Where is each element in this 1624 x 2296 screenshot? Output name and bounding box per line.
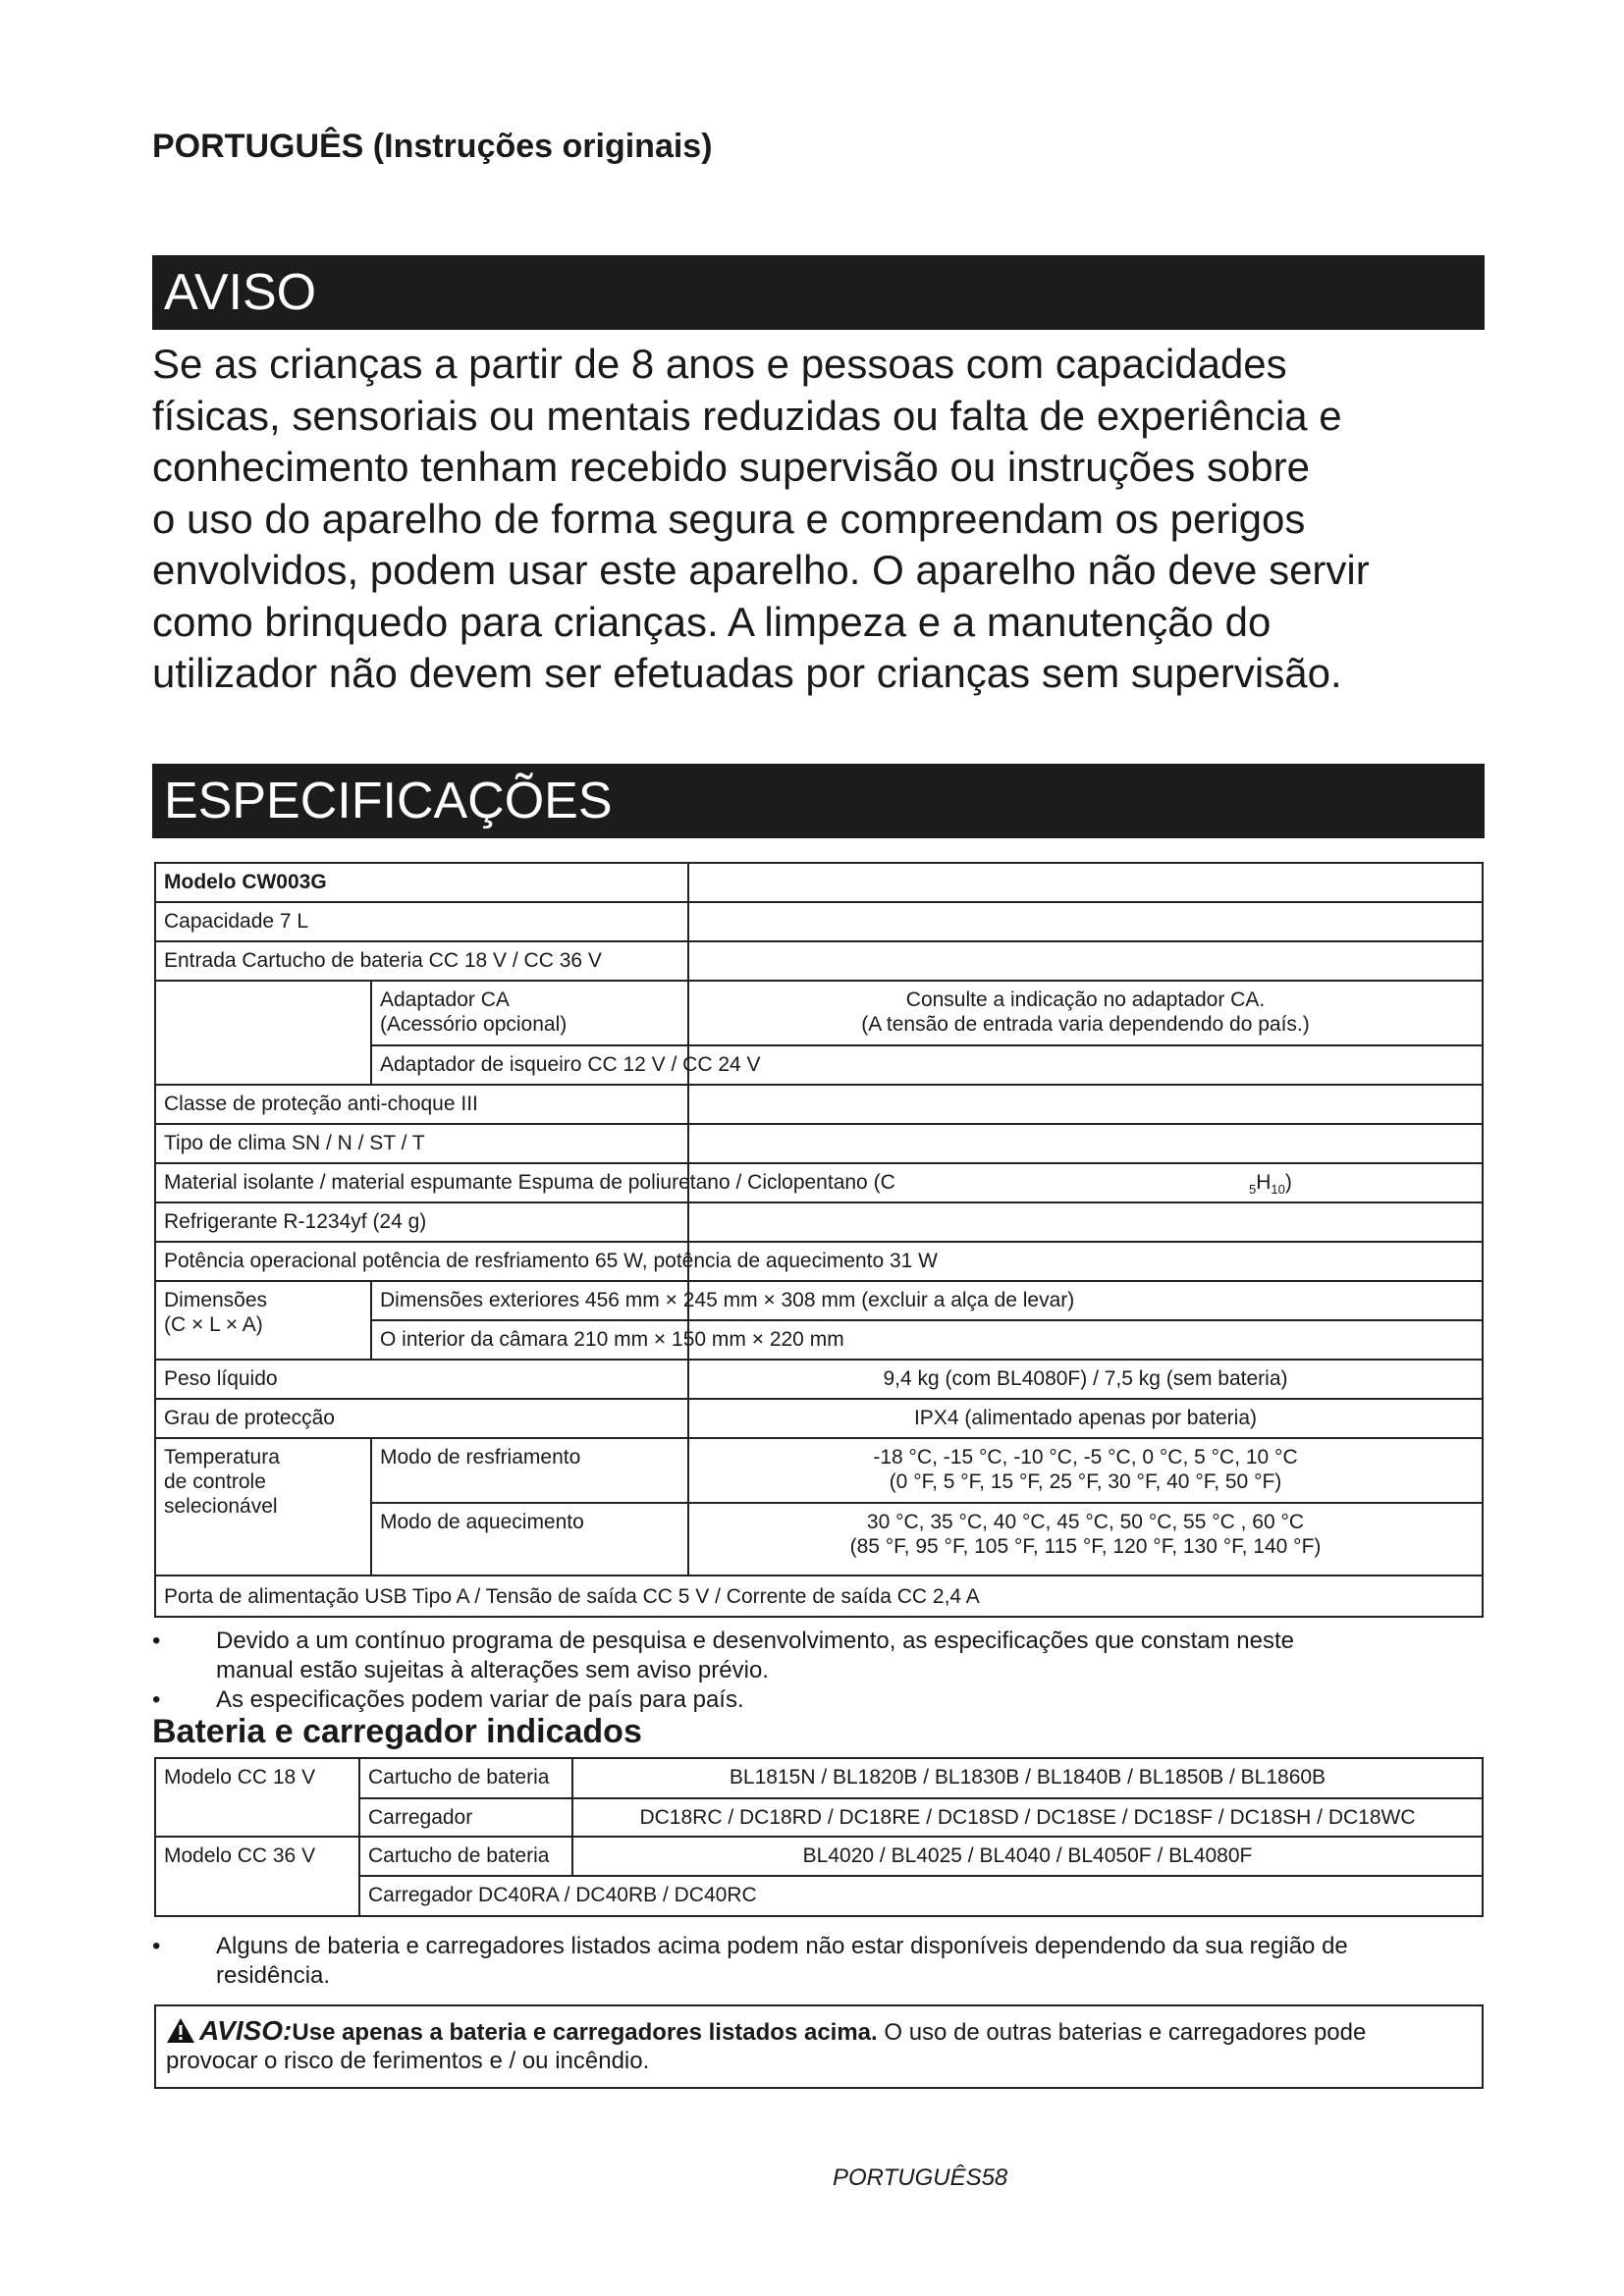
battery-r1-cart-val: BL1815N / BL1820B / BL1830B / BL1840B / BL1850B / BL1860B bbox=[729, 1766, 1326, 1789]
aviso-line: o uso do aparelho de forma segura e compreendam os perigos bbox=[152, 495, 1306, 542]
battery-note bbox=[152, 1932, 1497, 1991]
warning-box bbox=[154, 2004, 1484, 2089]
spec-aquec-val-2: (85 °F, 95 °F, 105 °F, 115 °F, 120 °F, 130 °F, 140 °F) bbox=[849, 1535, 1322, 1558]
battery-r2-cart-val: BL4020 / BL4025 / BL4040 / BL4050F / BL4080F bbox=[802, 1844, 1253, 1867]
page-language-title: PORTUGUÊS (Instruções originais) bbox=[152, 128, 713, 165]
aviso-line: envolvidos, podem usar este aparelho. O aparelho não deve servir bbox=[152, 547, 1370, 593]
spec-aquec-label: Modo de aquecimento bbox=[380, 1511, 584, 1533]
spec-peso-label: Peso líquido bbox=[164, 1367, 278, 1390]
list-item: • Alguns de bateria e carregadores listados acima podem não estar disponíveis dependendo da sua região de residência. bbox=[152, 1933, 1348, 1989]
page-footer: PORTUGUÊS58 bbox=[833, 2164, 1008, 2191]
spec-temp-label-1: Temperatura bbox=[164, 1446, 280, 1468]
specs-banner: ESPECIFICAÇÕES bbox=[152, 764, 1485, 838]
battery-table bbox=[154, 1757, 1484, 1917]
spec-adaptador-ca-2: (Acessório opcional) bbox=[380, 1013, 568, 1036]
spec-model: Modelo CW003G bbox=[164, 871, 327, 893]
spec-refrigerante: Refrigerante R-1234yf (24 g) bbox=[164, 1210, 427, 1233]
spec-resfr-val-1: -18 °C, -15 °C, -10 °C, -5 °C, 0 °C, 5 °C, 10 °C bbox=[873, 1446, 1298, 1468]
aviso-text bbox=[152, 339, 1497, 700]
spec-classe: Classe de proteção anti-choque III bbox=[164, 1093, 478, 1115]
spec-aquec-val-1: 30 °C, 35 °C, 40 °C, 45 °C, 50 °C, 55 °C , 60 °C bbox=[866, 1511, 1305, 1533]
battery-section-title: Bateria e carregador indicados bbox=[152, 1713, 642, 1750]
aviso-line: conhecimento tenham recebido supervisão ou instruções sobre bbox=[152, 444, 1311, 490]
spec-temp-label-2: de controle bbox=[164, 1470, 266, 1493]
spec-potencia: Potência operacional potência de resfriamento 65 W, potência de aquecimento 31 W bbox=[164, 1250, 938, 1272]
list-item: • Devido a um contínuo programa de pesquisa e desenvolvimento, as especificações que constam neste manual estão sujeitas à alterações sem aviso prévio. bbox=[152, 1628, 1294, 1683]
warning-bold-text: Use apenas a bateria e carregadores listados acima. bbox=[292, 2019, 878, 2046]
spec-grau-val: IPX4 (alimentado apenas por bateria) bbox=[913, 1407, 1258, 1429]
battery-r1-carr-label: Carregador bbox=[368, 1806, 473, 1829]
spec-dimensoes-label-1: Dimensões bbox=[164, 1289, 268, 1311]
spec-dimensoes-label-2: (C × L × A) bbox=[164, 1313, 263, 1336]
specs-table bbox=[154, 862, 1484, 1618]
specs-notes bbox=[152, 1627, 1497, 1715]
spec-dim-exteriores: Dimensões exteriores 456 mm × 245 mm × 308 mm (excluir a alça de levar) bbox=[380, 1289, 1075, 1311]
spec-adaptador-ca-val-2: (A tensão de entrada varia dependendo do país.) bbox=[861, 1013, 1310, 1036]
spec-material: Material isolante / material espumante Espuma de poliuretano / Ciclopentano (C bbox=[164, 1171, 895, 1194]
spec-peso-val: 9,4 kg (com BL4080F) / 7,5 kg (sem bateria) bbox=[883, 1367, 1288, 1390]
spec-capacidade: Capacidade 7 L bbox=[164, 910, 309, 933]
aviso-banner: AVISO bbox=[152, 255, 1485, 330]
spec-entrada-cartucho: Entrada Cartucho de bateria CC 18 V / CC 36 V bbox=[164, 949, 602, 972]
aviso-line: como brinquedo para crianças. A limpeza e a manutenção do bbox=[152, 598, 1272, 645]
battery-r1-cart-label: Cartucho de bateria bbox=[368, 1766, 550, 1789]
aviso-line: utilizador não devem ser efetuadas por crianças sem supervisão. bbox=[152, 650, 1342, 696]
list-item: • As especificações podem variar de país para país. bbox=[152, 1686, 744, 1713]
battery-r1-model: Modelo CC 18 V bbox=[164, 1766, 316, 1789]
spec-clima: Tipo de clima SN / N / ST / T bbox=[164, 1132, 425, 1154]
spec-dim-interior: O interior da câmara 210 mm × 150 mm × 220 mm bbox=[380, 1328, 844, 1351]
warning-triangle-icon bbox=[166, 2017, 195, 2044]
battery-r1-carr-val: DC18RC / DC18RD / DC18RE / DC18SD / DC18SE / DC18SF / DC18SH / DC18WC bbox=[639, 1806, 1416, 1829]
battery-r2-cart-label: Cartucho de bateria bbox=[368, 1844, 550, 1867]
spec-temp-label-3: selecionável bbox=[164, 1495, 278, 1518]
aviso-line: físicas, sensoriais ou mentais reduzidas ou falta de experiência e bbox=[152, 392, 1342, 439]
spec-material-formula: $_5H_{10}$) bbox=[1249, 1171, 1292, 1197]
spec-grau-label: Grau de protecção bbox=[164, 1407, 335, 1429]
warning-text: O uso de outras baterias e carregadores pode bbox=[877, 2019, 1367, 2046]
spec-adaptador-isqueiro: Adaptador de isqueiro CC 12 V / CC 24 V bbox=[380, 1053, 761, 1076]
spec-adaptador-ca-1: Adaptador CA bbox=[380, 988, 510, 1011]
warning-text-line2: provocar o risco de ferimentos e / ou incêndio. bbox=[166, 2048, 650, 2074]
warning-label: AVISO: bbox=[199, 2015, 293, 2046]
battery-r2-model: Modelo CC 36 V bbox=[164, 1844, 316, 1867]
spec-resfr-label: Modo de resfriamento bbox=[380, 1446, 581, 1468]
spec-porta: Porta de alimentação USB Tipo A / Tensão de saída CC 5 V / Corrente de saída CC 2,4 A bbox=[164, 1585, 980, 1608]
spec-adaptador-ca-val-1: Consulte a indicação no adaptador CA. bbox=[905, 988, 1266, 1011]
spec-resfr-val-2: (0 °F, 5 °F, 15 °F, 25 °F, 30 °F, 40 °F, 50 °F) bbox=[889, 1470, 1282, 1493]
aviso-line: Se as crianças a partir de 8 anos e pessoas com capacidades bbox=[152, 341, 1287, 387]
battery-r2-carr: Carregador DC40RA / DC40RB / DC40RC bbox=[368, 1884, 757, 1906]
